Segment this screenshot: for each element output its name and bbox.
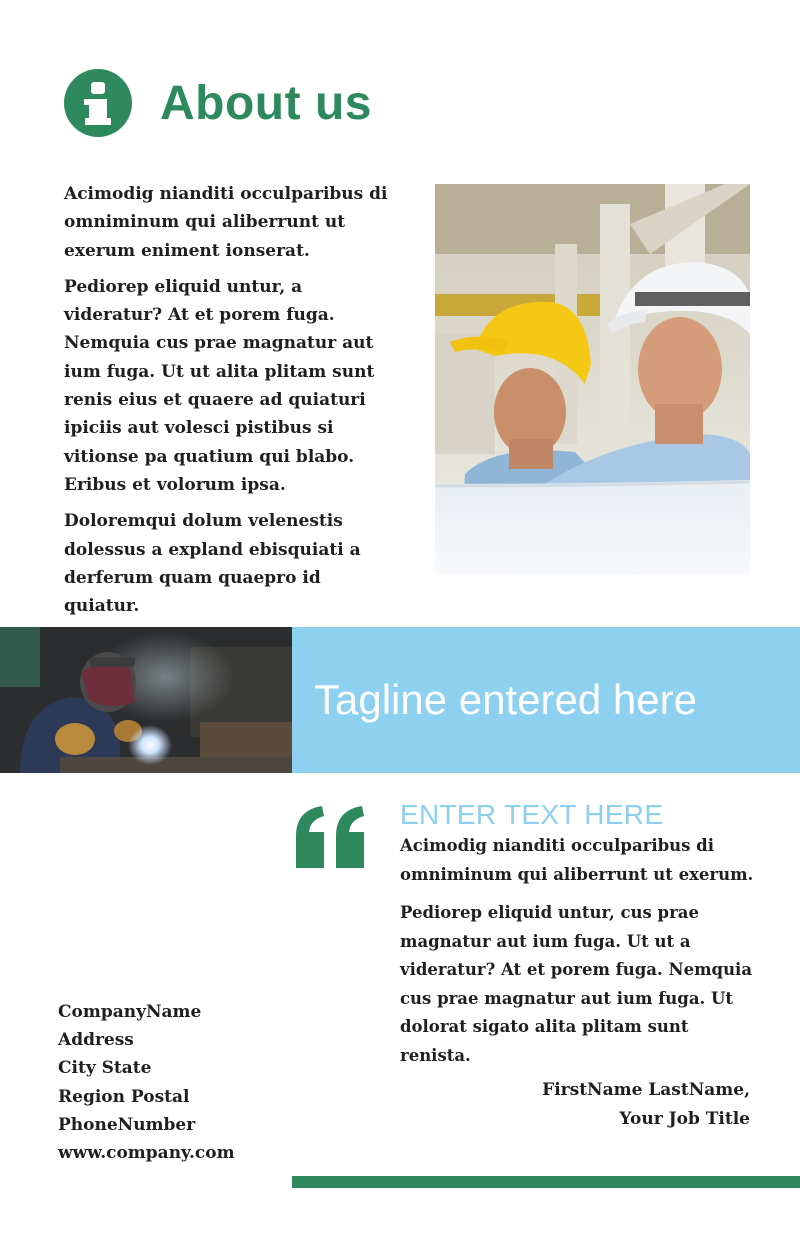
about-paragraph: Pediorep eliquid untur, a videratur? At et porem fuga. Nemquia cus prae magnatur aut ium fuga. Ut ut alita plitam sunt renis eius et quaere ad quiaturi ipiciis aut volesci pistibus si vitionse pa quatium qui blabo. Eribus et volorum ipsa. [64, 276, 375, 495]
quote-block [400, 798, 760, 1080]
signature [542, 1076, 750, 1134]
quote-paragraph: Acimodig nianditi occulparibus di omniminum qui aliberrunt ut exerum. [400, 836, 754, 884]
welder-photo [0, 627, 292, 773]
company-address [58, 998, 235, 1167]
quote-icon [292, 806, 368, 868]
quote-heading: ENTER TEXT HERE [400, 799, 664, 830]
about-title: About us [160, 76, 372, 130]
about-header [64, 68, 372, 138]
workers-hardhats-photo [435, 184, 750, 575]
quote-body [400, 832, 760, 1070]
footer-accent-bar [292, 1176, 800, 1188]
company-name: CompanyName [58, 1002, 202, 1022]
info-icon [64, 69, 132, 137]
about-paragraph: Doloremqui dolum velenestis dolessus a expland ebisquiati a derferum quam quaepro id quiatur. [64, 511, 361, 617]
tagline-band [0, 627, 800, 773]
signature-name: FirstName LastName, [542, 1080, 750, 1100]
quote-paragraph: Pediorep eliquid untur, cus prae magnatur aut ium fuga. Ut ut a videratur? At et porem fuga. Nemquia cus prae magnatur aut ium fuga. Ut dolorat sigato alita plitam sunt renista. [400, 903, 753, 1065]
region-postal: Region Postal [58, 1086, 190, 1107]
about-paragraph: Acimodig nianditi occulparibus di omniminum qui aliberrunt ut exerum eniment ionserat. [64, 184, 388, 261]
website-link[interactable]: www.company.com [58, 1143, 235, 1164]
tagline-box [292, 627, 800, 773]
signature-title: Your Job Title [619, 1109, 750, 1129]
city-state: City State [58, 1058, 152, 1079]
tagline-text: Tagline entered here [314, 676, 697, 723]
address-line: Address [58, 1030, 134, 1051]
about-intro [64, 180, 394, 628]
phone-number: PhoneNumber [58, 1114, 196, 1135]
